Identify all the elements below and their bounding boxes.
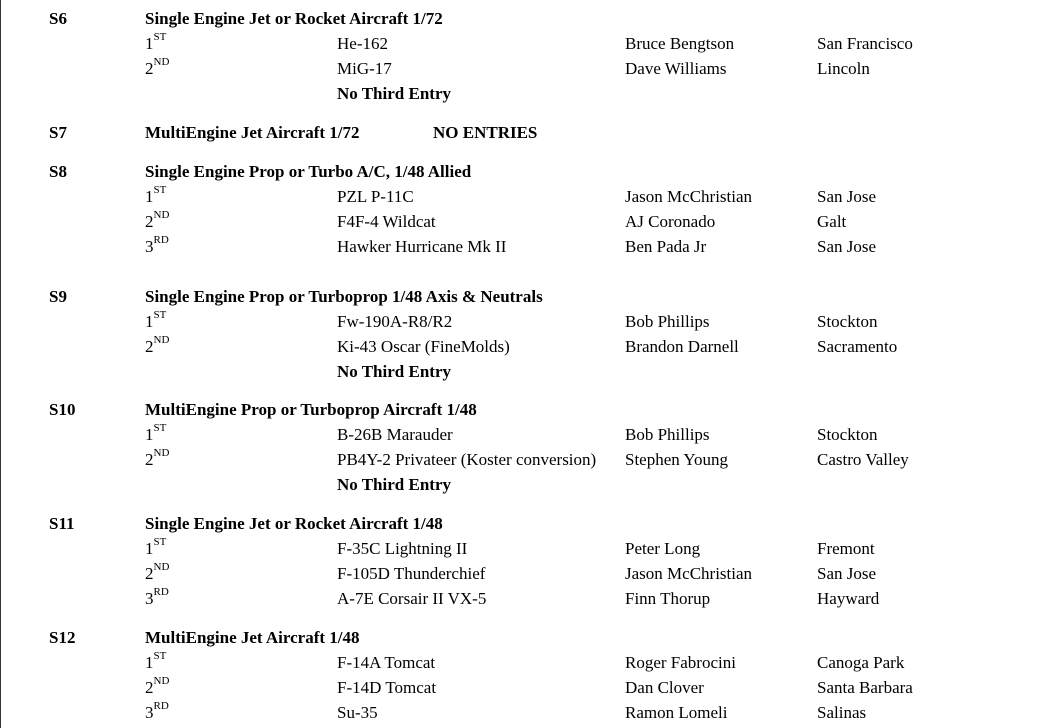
place-suffix: RD — [153, 700, 169, 713]
place-number: 2 — [145, 212, 154, 231]
place-number: 2 — [145, 337, 154, 356]
place-suffix: ND — [153, 209, 170, 222]
entrant-city: Stockton — [817, 425, 878, 444]
entrant-city: Castro Valley — [817, 450, 909, 469]
category-title: MultiEngine Jet Aircraft 1/48 — [145, 628, 360, 647]
award-row — [0, 209, 1053, 234]
entrant-name: Bob Phillips — [625, 425, 710, 444]
place-number: 2 — [145, 564, 154, 583]
category-header — [0, 625, 1053, 650]
award-row — [0, 31, 1053, 56]
no-third-entry-row — [0, 472, 1053, 497]
award-row — [0, 536, 1053, 561]
model-name: He-162 — [337, 34, 388, 53]
place-label — [145, 561, 169, 586]
entrant-city: San Jose — [817, 564, 877, 583]
model-name: MiG-17 — [337, 59, 392, 78]
place-suffix: ND — [153, 561, 170, 574]
category-header — [0, 284, 1053, 309]
model-name: F4F-4 Wildcat — [337, 212, 436, 231]
entrant-name: Jason McChristian — [625, 564, 753, 583]
entrant-name: Bob Phillips — [625, 312, 710, 331]
place-label — [145, 31, 166, 56]
model-name: A-7E Corsair II VX-5 — [337, 589, 487, 608]
award-row — [0, 184, 1053, 209]
place-label — [145, 334, 169, 359]
entrant-name: Dave Williams — [625, 59, 727, 78]
entrant-name: Finn Thorup — [625, 589, 711, 608]
award-row — [0, 650, 1053, 675]
entrant-name: Peter Long — [625, 539, 701, 558]
category-header — [0, 120, 1053, 145]
award-row — [0, 56, 1053, 81]
place-suffix: ND — [153, 56, 170, 69]
entrant-city: Hayward — [817, 589, 880, 608]
place-number: 3 — [145, 589, 154, 608]
category-code: S8 — [49, 162, 67, 181]
no-third-entry-row — [0, 359, 1053, 384]
place-number: 3 — [145, 703, 154, 722]
no-third-entry: No Third Entry — [337, 475, 451, 494]
category-header — [0, 397, 1053, 422]
place-suffix: ST — [153, 309, 167, 322]
award-row — [0, 234, 1053, 259]
place-suffix: ND — [153, 334, 170, 347]
place-suffix: RD — [153, 234, 169, 247]
model-name: PB4Y-2 Privateer (Koster conversion) — [337, 450, 597, 469]
model-name: F-14A Tomcat — [337, 653, 436, 672]
place-label — [145, 184, 166, 209]
place-label — [145, 447, 169, 472]
award-row — [0, 700, 1053, 725]
category-code: S11 — [49, 514, 75, 533]
entrant-city: San Francisco — [817, 34, 913, 53]
model-name: Ki-43 Oscar (FineMolds) — [337, 337, 510, 356]
place-label — [145, 650, 166, 675]
category-header — [0, 511, 1053, 536]
category-code: S6 — [49, 9, 67, 28]
award-row — [0, 675, 1053, 700]
entrant-name: Brandon Darnell — [625, 337, 739, 356]
place-label — [145, 422, 166, 447]
place-label — [145, 56, 169, 81]
place-suffix: ND — [153, 675, 170, 688]
entrant-city: San Jose — [817, 237, 877, 256]
place-label — [145, 700, 169, 725]
award-row — [0, 334, 1053, 359]
place-suffix: ST — [153, 422, 167, 435]
place-label — [145, 536, 166, 561]
place-suffix: ND — [153, 447, 170, 460]
award-row — [0, 309, 1053, 334]
entrant-city: Santa Barbara — [817, 678, 913, 697]
category-title: MultiEngine Prop or Turboprop Aircraft 1/48 — [145, 400, 477, 419]
model-name: F-14D Tomcat — [337, 678, 437, 697]
category-code: S10 — [49, 400, 76, 419]
model-name: F-105D Thunderchief — [337, 564, 486, 583]
category-title: Single Engine Jet or Rocket Aircraft 1/48 — [145, 514, 443, 533]
category-title: Single Engine Prop or Turboprop 1/48 Axis & Neutrals — [145, 287, 543, 306]
entrant-name: Jason McChristian — [625, 187, 753, 206]
entrant-name: AJ Coronado — [625, 212, 716, 231]
model-name: Hawker Hurricane Mk II — [337, 237, 507, 256]
entrant-city: Stockton — [817, 312, 878, 331]
no-third-entry-row — [0, 81, 1053, 106]
place-number: 2 — [145, 678, 154, 697]
place-number: 1 — [145, 34, 154, 53]
no-third-entry: No Third Entry — [337, 84, 451, 103]
place-number: 1 — [145, 312, 154, 331]
model-name: Fw-190A-R8/R2 — [337, 312, 453, 331]
entrant-city: Sacramento — [817, 337, 898, 356]
place-number: 1 — [145, 187, 154, 206]
category-header — [0, 6, 1053, 31]
entrant-city: Canoga Park — [817, 653, 905, 672]
model-name: F-35C Lightning II — [337, 539, 468, 558]
place-number: 1 — [145, 653, 154, 672]
award-row — [0, 447, 1053, 472]
no-entries-note: NO ENTRIES — [433, 123, 538, 142]
entrant-name: Dan Clover — [625, 678, 704, 697]
place-number: 2 — [145, 59, 154, 78]
place-number: 1 — [145, 425, 154, 444]
category-code: S7 — [49, 123, 67, 142]
entrant-name: Bruce Bengtson — [625, 34, 735, 53]
place-label — [145, 234, 169, 259]
place-label — [145, 586, 169, 611]
place-suffix: ST — [153, 650, 167, 663]
entrant-city: San Jose — [817, 187, 877, 206]
entrant-name: Roger Fabrocini — [625, 653, 736, 672]
entrant-name: Ben Pada Jr — [625, 237, 707, 256]
model-name: Su-35 — [337, 703, 378, 722]
place-suffix: ST — [153, 184, 167, 197]
category-code: S9 — [49, 287, 67, 306]
entrant-city: Lincoln — [817, 59, 870, 78]
category-title: Single Engine Prop or Turbo A/C, 1/48 Allied — [145, 162, 472, 181]
award-row — [0, 561, 1053, 586]
category-title: Single Engine Jet or Rocket Aircraft 1/72 — [145, 9, 443, 28]
place-label — [145, 209, 169, 234]
model-name: PZL P-11C — [337, 187, 414, 206]
category-code: S12 — [49, 628, 76, 647]
no-third-entry: No Third Entry — [337, 362, 451, 381]
model-name: B-26B Marauder — [337, 425, 453, 444]
place-label — [145, 675, 169, 700]
entrant-city: Salinas — [817, 703, 867, 722]
award-row — [0, 422, 1053, 447]
place-number: 3 — [145, 237, 154, 256]
place-suffix: ST — [153, 31, 167, 44]
entrant-name: Ramon Lomeli — [625, 703, 728, 722]
category-title: MultiEngine Jet Aircraft 1/72 — [145, 123, 360, 142]
place-number: 2 — [145, 450, 154, 469]
place-number: 1 — [145, 539, 154, 558]
entrant-name: Stephen Young — [625, 450, 728, 469]
category-header — [0, 159, 1053, 184]
entrant-city: Fremont — [817, 539, 875, 558]
award-row — [0, 586, 1053, 611]
place-suffix: RD — [153, 586, 169, 599]
place-label — [145, 309, 166, 334]
entrant-city: Galt — [817, 212, 847, 231]
place-suffix: ST — [153, 536, 167, 549]
